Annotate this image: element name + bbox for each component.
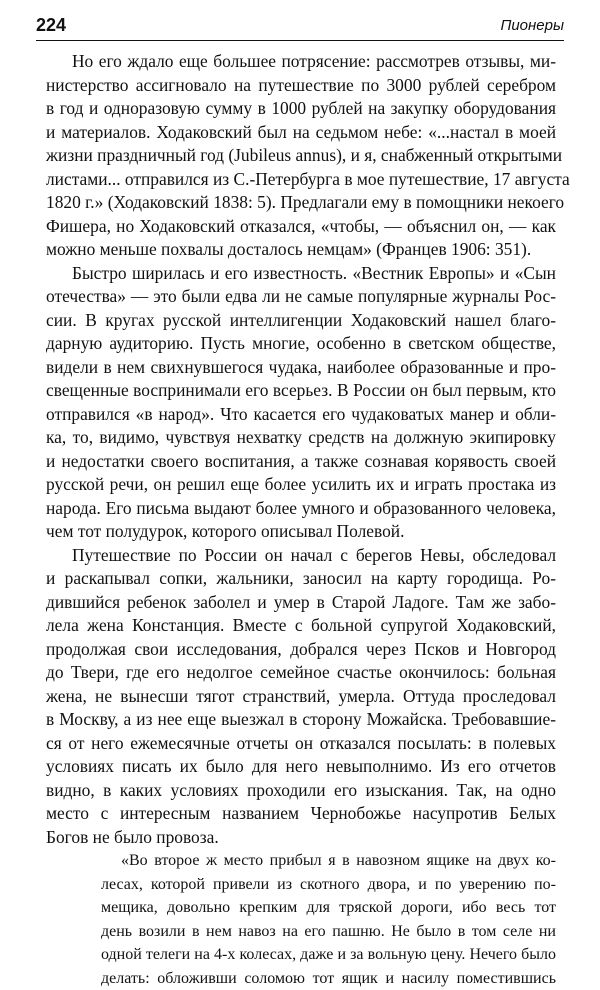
text-line: народа. Его письма выдают более умного и образованного человека, [46,497,556,521]
paragraph-1 [46,50,556,262]
text-line: свещенные воспринимали его всерьез. В России он был первым, кто [46,379,556,403]
running-title: Пионеры [500,16,564,36]
text-line: листами... отправился из С.-Петербурга в мое путешествие, 17 августа [46,168,556,192]
page-header [36,14,564,38]
paragraph-2 [46,262,556,544]
text-line: продолжая свои исследования, добрался через Псков и Новгород [46,638,556,662]
text-line: и недостатки своего воспитания, а также сознавая корявость своей [46,450,556,474]
quote-line: «Во второе ж место прибыл я в навозном ящике на двух ко- [101,849,556,873]
text-line: Быстро ширилась и его известность. «Вестник Европы» и «Сын [46,262,556,286]
header-rule [36,40,564,41]
text-line: в Москву, а из нее еще выезжал в сторону Можайска. Требовавшие- [46,708,556,732]
text-line: чем тот полудурок, которого описывал Полевой. [46,520,556,544]
text-line: сии. В кругах русской интеллигенции Ходаковский нашел благо- [46,309,556,333]
block-quote [101,849,556,990]
text-line: русской речи, он решил еще более усилить их и играть простака из [46,473,556,497]
quote-line: делать: обложивши соломою тот ящик и насилу поместившись [101,967,556,990]
text-line: Но его ждало еще большее потрясение: рассмотрев отзывы, ми- [46,50,556,74]
text-line: дившийся ребенок заболел и умер в Старой Ладоге. Там же забо- [46,591,556,615]
quote-line: одной телеги на 4-х колесах, даже и за вольную цену. Нечего было [101,943,556,967]
text-line: жизни праздничный год (Jubileus annus), и я, снабженный открытыми [46,144,556,168]
text-line: и раскапывал сопки, жальники, заносил на карту городища. Ро- [46,567,556,591]
text-line: видно, в каких условиях проходили его изыскания. Так, на одно [46,779,556,803]
body-text [46,50,556,990]
text-line: 1820 г.» (Ходаковский 1838: 5). Предлагали ему в помощники некоего [46,191,556,215]
text-line: ка, то, видимо, чувствуя нехватку средств на должную экипировку [46,426,556,450]
text-line: в год и одноразовую сумму в 1000 рублей на закупку оборудования [46,97,556,121]
text-line: и материалов. Ходаковский был на седьмом небе: «...настал в моей [46,121,556,145]
text-line: место с интересным названием Чернобожье насупротив Белых [46,802,556,826]
quote-line: лесах, которой привели из скотного двора, и по уверению по- [101,873,556,897]
text-line: Богов не было провоза. [46,826,556,850]
text-line: можно меньше похвалы досталось немцам» (Францев 1906: 351). [46,238,556,262]
text-line: лела жена Констанция. Вместе с больной супругой Ходаковский, [46,614,556,638]
text-line: условиях писать их было для него невыполнимо. Из его отчетов [46,755,556,779]
quote-line: мещика, довольно крепким для тряской дороги, ибо весь тот [101,896,556,920]
text-line: нистерство ассигновало на путешествие по 3000 рублей серебром [46,74,556,98]
page-number: 224 [36,14,66,36]
quote-line: день возили в нем навоз на его пашню. Не было в том селе ни [101,920,556,944]
text-line: до Твери, где его недолгое семейное счастье окончилось: больная [46,661,556,685]
text-line: ся от него ежемесячные отчеты он отказался посылать: в полевых [46,732,556,756]
text-line: отечества» — это были едва ли не самые популярные журналы Рос- [46,285,556,309]
paragraph-3 [46,544,556,850]
text-line: Фишера, но Ходаковский отказался, «чтобы, — объяснил он, — как [46,215,556,239]
text-line: жена, не вынесши тягот странствий, умерла. Оттуда проследовал [46,685,556,709]
text-line: видели в нем свихнувшегося чудака, наиболее образованные и про- [46,356,556,380]
text-line: дарную аудиторию. Пусть многие, особенно в светском обществе, [46,332,556,356]
text-line: Путешествие по России он начал с берегов Невы, обследовал [46,544,556,568]
text-line: отправился «в народ». Что касается его чудаковатых манер и обли- [46,403,556,427]
